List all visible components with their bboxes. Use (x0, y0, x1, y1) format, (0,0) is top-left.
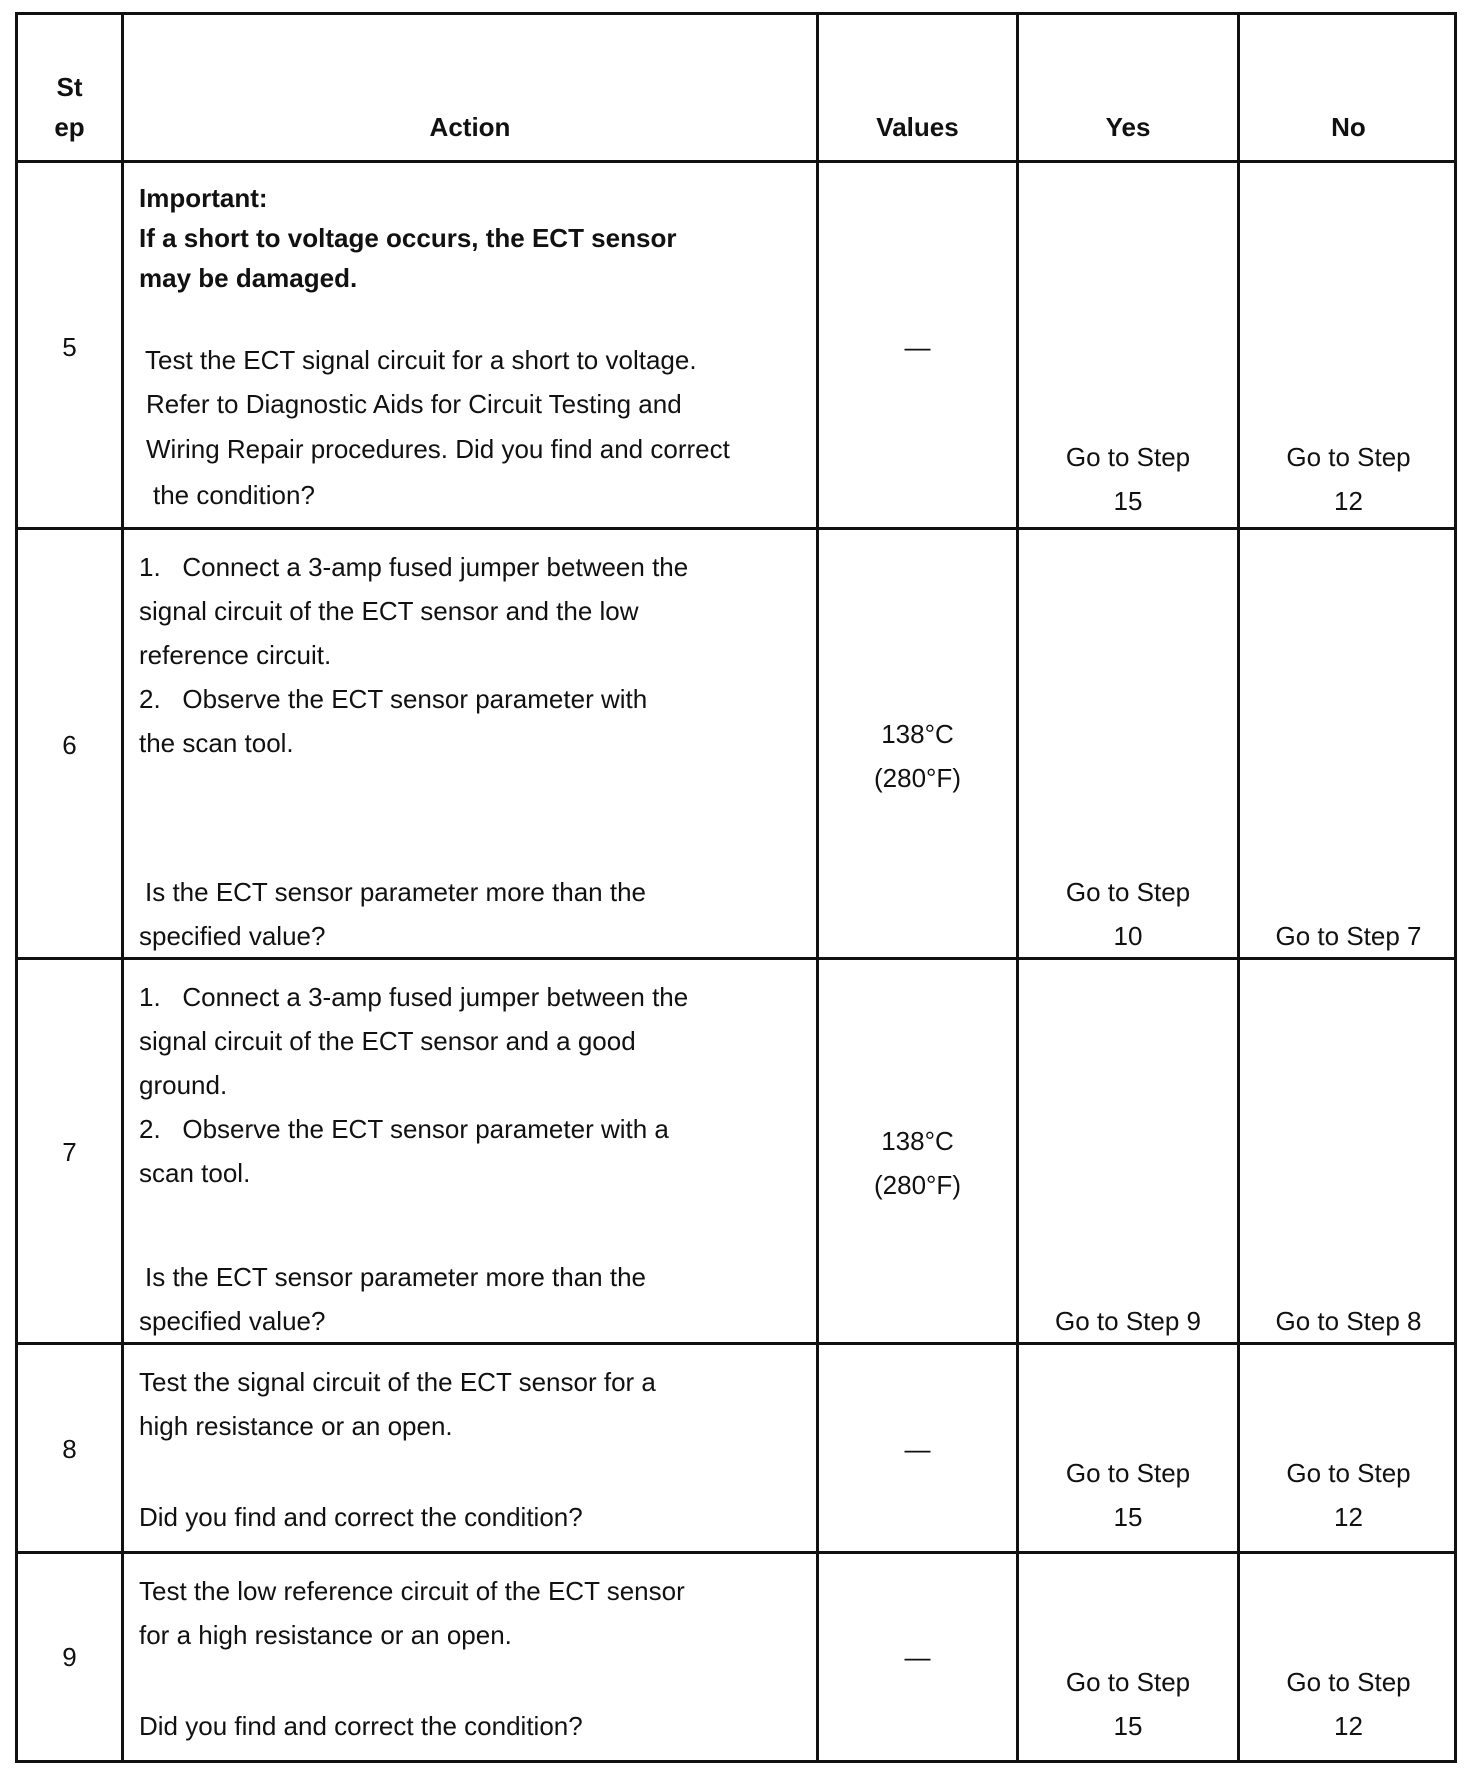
step-number: 9 (62, 1642, 77, 1672)
value-cell: — (904, 332, 931, 362)
no-cell: Go to Step 7 (1275, 921, 1422, 951)
no-cell: Go to Step 12 (1286, 442, 1411, 516)
action-text: Wiring Repair procedures. Did you find and correct (146, 434, 730, 464)
value-cell: — (904, 1434, 931, 1464)
action-steps: Test the signal circuit of the ECT sensor for a high resistance or an open. (139, 1367, 656, 1441)
value-cell: — (904, 1642, 931, 1672)
step-number: 6 (62, 730, 77, 760)
diagnostic-table (15, 12, 1457, 1763)
yes-cell: Go to Step 10 (1065, 877, 1191, 951)
value-cell: 138°C (280°F) (874, 719, 961, 793)
no-cell: Go to Step 8 (1275, 1306, 1422, 1336)
header-yes: Yes (1105, 112, 1151, 142)
yes-cell: Go to Step 15 (1065, 1667, 1191, 1741)
yes-cell: Go to Step 9 (1055, 1306, 1201, 1336)
action-question: Did you find and correct the condition? (139, 1502, 583, 1532)
column-divider (816, 15, 819, 1760)
step-number: 5 (62, 332, 77, 362)
value-cell: 138°C (280°F) (874, 1126, 961, 1200)
row-divider (18, 1551, 1454, 1554)
important-label: Important: (139, 183, 268, 213)
header-no: No (1331, 112, 1366, 142)
yes-cell: Go to Step 15 (1065, 1458, 1191, 1532)
step-number: 7 (62, 1137, 77, 1167)
action-question: Is the ECT sensor parameter more than the specified value? (139, 877, 646, 951)
yes-cell: Go to Step 15 (1065, 442, 1191, 516)
no-cell: Go to Step 12 (1286, 1458, 1411, 1532)
action-steps: 1. Connect a 3-amp fused jumper between the signal circuit of the ECT sensor and a good ground. 2. Observe the ECT sensor parameter with a scan tool. (139, 982, 689, 1188)
row-divider (18, 160, 1454, 163)
step-number: 8 (62, 1434, 77, 1464)
action-text: Refer to Diagnostic Aids for Circuit Testing and (146, 389, 682, 419)
row-divider (18, 527, 1454, 530)
header-step: St ep (54, 72, 85, 142)
action-steps: Test the low reference circuit of the ECT sensor for a high resistance or an open. (139, 1576, 685, 1650)
important-text: If a short to voltage occurs, the ECT sensor (139, 223, 677, 253)
column-divider (121, 15, 124, 1760)
action-text: the condition? (153, 480, 315, 510)
header-action: Action (429, 112, 511, 142)
action-question: Is the ECT sensor parameter more than the specified value? (139, 1262, 646, 1336)
no-cell: Go to Step 12 (1286, 1667, 1411, 1741)
important-note (139, 178, 809, 298)
action-text: Test the ECT signal circuit for a short to voltage. (145, 345, 697, 375)
header-values: Values (876, 112, 959, 142)
important-text: may be damaged. (139, 263, 358, 293)
action-steps: 1. Connect a 3-amp fused jumper between the signal circuit of the ECT sensor and the low reference circuit. 2. Observe the ECT sensor parameter with the scan tool. (139, 552, 689, 758)
action-question: Did you find and correct the condition? (139, 1711, 583, 1741)
